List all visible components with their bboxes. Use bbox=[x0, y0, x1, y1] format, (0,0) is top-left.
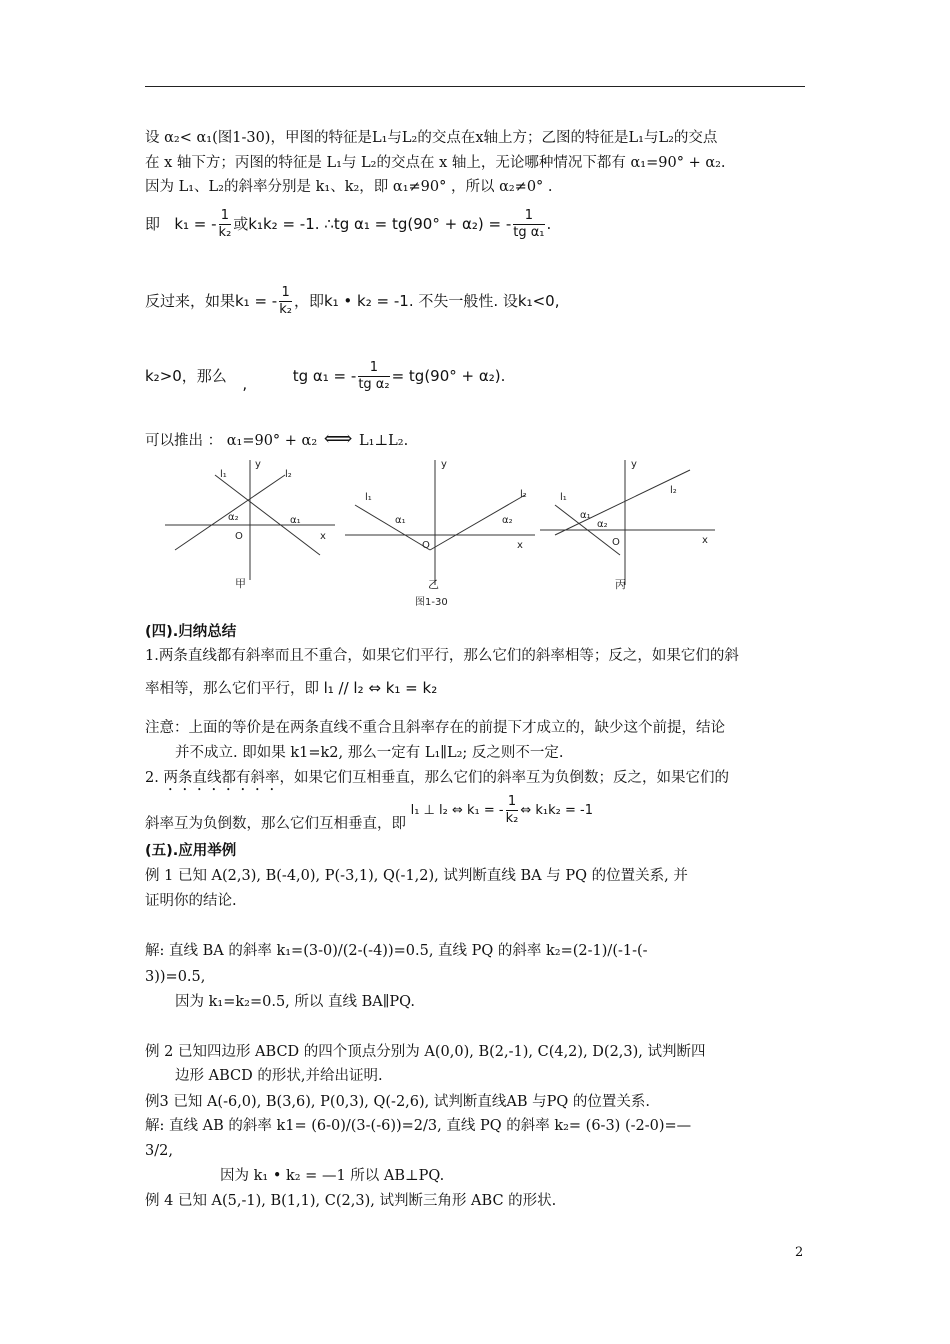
example1-line2: 证明你的结论. bbox=[145, 893, 237, 909]
solution1-line3: 因为 k₁=k₂=0.5, 所以 直线 BA∥PQ. bbox=[175, 994, 415, 1010]
jia-label-a1: α₁ bbox=[290, 515, 301, 526]
equation-3: k₂>0，那么 , tg α₁ = - $\frac{1}{\text{tg α₂}}$ = tg(90° + α₂). bbox=[145, 360, 506, 393]
para-line-2: 在 x 轴下方；丙图的特征是 L₁与 L₂的交点在 x 轴上，无论哪种情况下都有 α₁=90° + α₂. bbox=[145, 155, 726, 171]
eq2-b: ，即k₁ • k₂ = -1. 不失一般性. 设k₁<0, bbox=[293, 292, 560, 310]
yi-label-a2: α₂ bbox=[502, 515, 513, 526]
jia-label-l2: l₂ bbox=[285, 469, 292, 480]
eq2-a: 反过来，如果k₁ = - bbox=[145, 292, 278, 310]
eq3-a: k₂>0，那么 bbox=[145, 367, 227, 385]
solution1-line1: 解: 直线 BA 的斜率 k₁=(3-0)/(2-(-4))=0.5, 直线 PQ 的斜率 k₂=(2-1)/(-1-(- bbox=[145, 943, 648, 959]
eq1-b: 或k₁k₂ = -1. ∴tg α₁ = tg(90° + α₂) = - bbox=[233, 215, 512, 233]
solution1-line2: 3))=0.5, bbox=[145, 969, 206, 985]
eq3-c: = tg(90° + α₂). bbox=[391, 367, 506, 385]
equation-2 bbox=[145, 285, 559, 318]
para-line-3: 因为 L₁、L₂的斜率分别是 k₁、k₂，即 α₁≠90° ，所以 α₂≠0° . bbox=[145, 179, 553, 195]
perpendicular-equiv: l₁ ⊥ l₂ ⇔ k₁ = - $\frac{1}{\text{k₂}}$ ⇔ k₁k₂ = -1 bbox=[410, 794, 593, 826]
s4-note-line2: 并不成立. 即如果 k1=k2, 那么一定有 L₁∥L₂; 反之则不一定. bbox=[175, 745, 564, 761]
example3: 例3 已知 A(-6,0), B(3,6), P(0,3), Q(-2,6), 试判断直线AB 与PQ 的位置关系. bbox=[145, 1094, 650, 1110]
solution3-line3: 因为 k₁ • k₂ = —1 所以 AB⊥PQ. bbox=[220, 1168, 445, 1184]
page-number: 2 bbox=[795, 1245, 804, 1260]
solution3-line1: 解: 直线 AB 的斜率 k1= (6-0)/(3-(-6))=2/3, 直线 PQ 的斜率 k₂= (6-3) (-2-0)=— bbox=[145, 1118, 692, 1134]
s4-item1-line2: 率相等，那么它们平行，即 l₁ // l₂ ⇔ k₁ = k₂ bbox=[145, 679, 438, 697]
figure-caption: 图1-30 bbox=[415, 597, 448, 608]
inference-line: 可以推出 ： α₁=90° + α₂ ⟺ L₁⊥L₂. bbox=[145, 426, 409, 450]
eq1-frac: $\frac{1}{\text{k₂}}$ bbox=[218, 208, 232, 240]
example1-line1: 例 1 已知 A(2,3), B(-4,0), P(-3,1), Q(-1,2), 试判断直线 BA 与 PQ 的位置关系, 并 bbox=[145, 868, 688, 884]
example2-line2: 边形 ABCD 的形状,并给出证明. bbox=[175, 1068, 383, 1084]
bing-label-a2: α₂ bbox=[597, 519, 608, 530]
jia-label-l1: l₁ bbox=[220, 469, 227, 480]
section4-title: (四).归纳总结 bbox=[145, 624, 237, 640]
parallel-equiv: l₁ // l₂ ⇔ k₁ = k₂ bbox=[323, 679, 438, 697]
yi-label-x: x bbox=[517, 540, 523, 551]
section5-title: (五).应用举例 bbox=[145, 843, 237, 859]
bing-label-x: x bbox=[702, 535, 708, 546]
para-line-1: 设 α₂< α₁(图1-30)，甲图的特征是L₁与L₂的交点在x轴上方；乙图的特征是L₁与L₂的交点 bbox=[145, 130, 718, 146]
example4: 例 4 已知 A(5,-1), B(1,1), C(2,3), 试判断三角形 ABC 的形状. bbox=[145, 1193, 557, 1209]
bing-line-l2 bbox=[555, 470, 690, 535]
jia-label-a2: α₂ bbox=[228, 512, 239, 523]
yi-line-l1 bbox=[355, 505, 430, 550]
yi-caption: 乙 bbox=[428, 578, 439, 591]
jia-caption: 甲 bbox=[235, 577, 246, 590]
eq1-prefix: 即 bbox=[145, 215, 161, 233]
jia-label-x: x bbox=[320, 531, 326, 542]
s4-note-line1: 注意：上面的等价是在两条直线不重合且斜率存在的前提下才成立的，缺少这个前提，结论 bbox=[145, 720, 725, 736]
yi-label-l2: l₂ bbox=[520, 489, 527, 500]
eq1-frac2: $\frac{1}{\text{tg α₁}}$ bbox=[513, 208, 545, 240]
solution3-line2: 3/2, bbox=[145, 1143, 173, 1159]
s4-item1-line1: 1.两条直线都有斜率而且不重合，如果它们平行，那么它们的斜率相等；反之，如果它们的斜 bbox=[145, 648, 739, 664]
bing-label-l1: l₁ bbox=[560, 492, 567, 503]
emphasized-text: 两条直线都有斜率 bbox=[163, 770, 280, 786]
yi-label-y: y bbox=[441, 459, 447, 470]
eq2-frac: $\frac{1}{\text{k₂}}$ bbox=[279, 285, 292, 317]
s4-item2-line1: 2. 两条直线都有斜率，如果它们互相垂直，那么它们的斜率互为负倒数；反之，如果它们的 bbox=[145, 770, 729, 786]
eq3-frac: $\frac{1}{\text{tg α₂}}$ bbox=[358, 360, 390, 392]
figure-1-30 bbox=[160, 455, 720, 615]
eq1-a: k₁ = - bbox=[174, 215, 217, 233]
eq3-b: tg α₁ = - bbox=[292, 367, 357, 385]
bing-caption: 丙 bbox=[615, 578, 626, 591]
jia-label-o: O bbox=[235, 531, 243, 542]
header-rule bbox=[145, 86, 805, 87]
yi-label-a1: α₁ bbox=[395, 515, 406, 526]
equation-1: 即 k₁ = - $\frac{1}{\text{k₂}}$ 或k₁k₂ = -1. ∴tg α₁ = tg(90° + α₂) = - $\frac{1}{\text{tg α₁}}$ . bbox=[145, 208, 552, 240]
bing-label-y: y bbox=[631, 459, 637, 470]
example2-line1: 例 2 已知四边形 ABCD 的四个顶点分别为 A(0,0), B(2,-1), C(4,2), D(2,3), 试判断四 bbox=[145, 1044, 706, 1060]
s4-item2-line2: 斜率互为负倒数，那么它们互相垂直，即 l₁ ⊥ l₂ ⇔ k₁ = - $\frac{1}{\text{k₂}}$ ⇔ k₁k₂ = -1 bbox=[145, 794, 593, 832]
bing-label-o: O bbox=[612, 537, 620, 548]
double-arrow-icon: ⟺ bbox=[323, 426, 353, 450]
bing-label-l2: l₂ bbox=[670, 485, 677, 496]
yi-label-o: O bbox=[422, 540, 430, 551]
bing-label-a1: α₁ bbox=[580, 510, 591, 521]
jia-label-y: y bbox=[255, 459, 261, 470]
yi-label-l1: l₁ bbox=[365, 492, 372, 503]
